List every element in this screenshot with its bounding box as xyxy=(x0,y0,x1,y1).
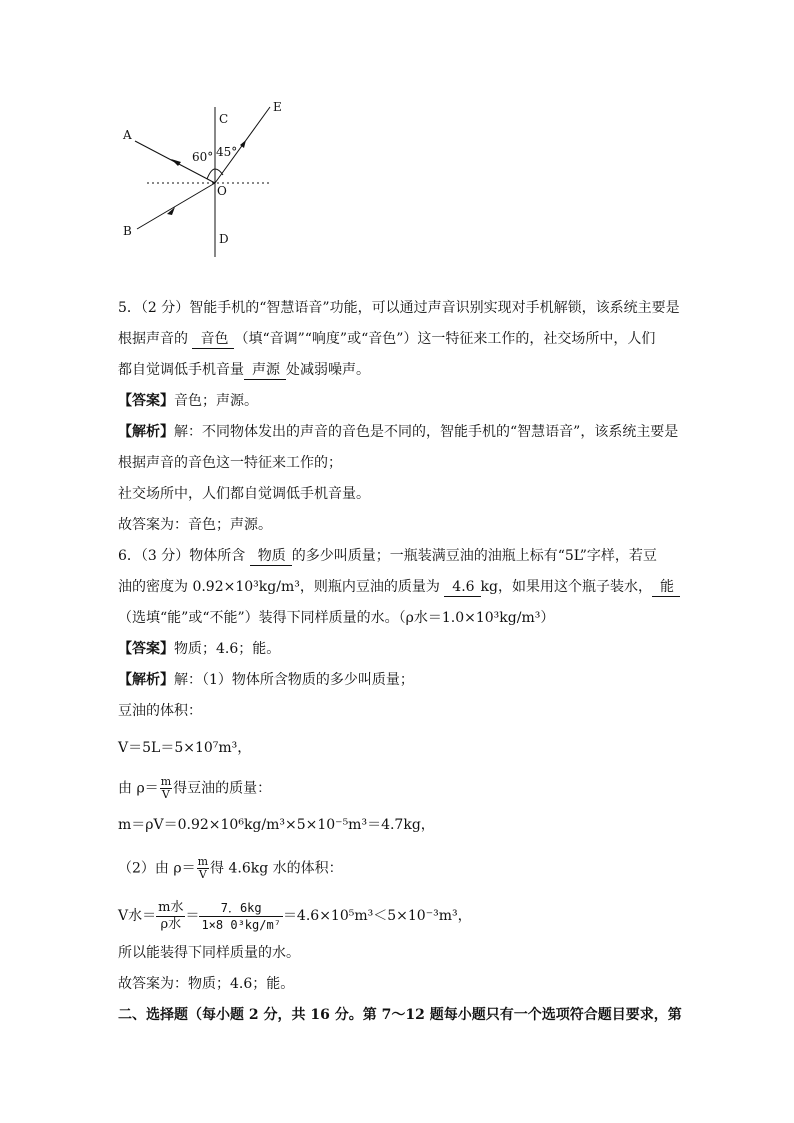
label-b: B xyxy=(123,224,132,238)
q5-analysis-line-3: 社交场所中，人们都自觉调低手机音量。 xyxy=(118,486,370,502)
arrow-on-ray-ao xyxy=(171,159,181,166)
q5-analysis-line-1: 【解析】解：不同物体发出的声音的音色是不同的，智能手机的“智慧语音”，该系统主要是 xyxy=(118,424,679,440)
q6-analysis-line-1: 【解析】解：（1）物体所含物质的多少叫质量； xyxy=(118,672,414,688)
q6-final-answer: 故答案为：物质；4.6；能。 xyxy=(118,976,295,992)
optics-diagram xyxy=(115,95,290,265)
q5-stem-line-2: 根据声音的 音色 （填“音调”“响度”或“音色”）这一特征来工作的，社交场所中，人们 xyxy=(118,331,656,347)
section-2-heading: 二、选择题（每小题 2 分，共 16 分。第 7～12 题每小题只有一个选项符合题目要求，第 xyxy=(118,1007,682,1023)
q5-stem-line-3: 都自觉调低手机音量 声源 处减弱噪声。 xyxy=(118,362,370,378)
label-a: A xyxy=(123,128,132,142)
q6-stem-line-2: 油的密度为 0.92×10³kg/m³，则瓶内豆油的质量为 4.6 kg，如果用这个瓶子装水， 能 xyxy=(118,577,680,597)
q6-blank-1: 物质 xyxy=(250,548,292,566)
q6-blank-2: 4.6 xyxy=(444,579,480,597)
q5-blank-1: 音色 xyxy=(192,331,234,349)
label-o: O xyxy=(217,184,227,198)
q6-analysis-line-2: 豆油的体积： xyxy=(118,703,202,719)
q6-conclusion: 所以能装得下同样质量的水。 xyxy=(118,945,300,961)
fraction-m-over-v-2: $\frac{m}{V}$ xyxy=(197,855,209,881)
q5-final-answer: 故答案为：音色；声源。 xyxy=(118,517,272,533)
q5-blank-2: 声源 xyxy=(244,362,286,380)
label-d: D xyxy=(219,232,229,246)
q5-stem-line-1: 5．（2 分）智能手机的“智慧语音”功能，可以通过声音识别实现对手机解锁，该系统主要是 xyxy=(118,300,680,316)
q6-mass-equation: m＝ρV＝0.92×10⁶kg/m³×5×10⁻⁵m³＝4.7kg， xyxy=(118,817,435,833)
angle-label-left: 60° xyxy=(192,150,214,164)
fraction-numeric: $\frac{7.6kg}{\text{1×8 0³kg/m⁷}}$ xyxy=(201,900,281,932)
q6-water-volume-equation: V水＝ $\frac{\text{m水}}{\text{ρ水}}$ ＝ $\frac{7.6kg}{\text{1×8 0³kg/m⁷}}$ ＝4.6×10⁵m³＜5×10⁻³m³， xyxy=(118,899,472,932)
optics-diagram-svg xyxy=(115,95,290,265)
q6-answer: 【答案】物质；4.6；能。 xyxy=(118,641,281,657)
q6-density-formula-line: 由 ρ＝ $\frac{m}{V}$ 得豆油的质量： xyxy=(118,775,272,801)
q6-stem-line-3: （选填“能”或“不能”）装得下同样质量的水。（ρ水＝1.0×10³kg/m³） xyxy=(118,610,555,626)
label-c: C xyxy=(219,112,229,126)
fraction-m-over-v: $\frac{m}{V}$ xyxy=(160,775,172,801)
q6-volume-equation: V＝5L＝5×10⁷m³， xyxy=(118,740,252,756)
q5-analysis-line-2: 根据声音的音色这一特征来工作的； xyxy=(118,455,342,471)
ray-bo xyxy=(137,183,215,229)
label-e: E xyxy=(273,100,282,114)
angle-label-right: 45° xyxy=(216,145,238,159)
fraction-mw-over-rhow: $\frac{\text{m水}}{\text{ρ水}}$ xyxy=(158,899,184,932)
q6-stem-line-1: 6．（3 分）物体所含 物质 的多少叫质量；一瓶装满豆油的油瓶上标有“5L”字样，若豆 xyxy=(118,548,657,564)
q6-step2-line: （2）由 ρ＝ $\frac{m}{V}$ 得 4.6kg 水的体积： xyxy=(118,855,343,881)
q6-blank-3: 能 xyxy=(652,579,680,597)
q5-answer: 【答案】音色；声源。 xyxy=(118,393,258,409)
